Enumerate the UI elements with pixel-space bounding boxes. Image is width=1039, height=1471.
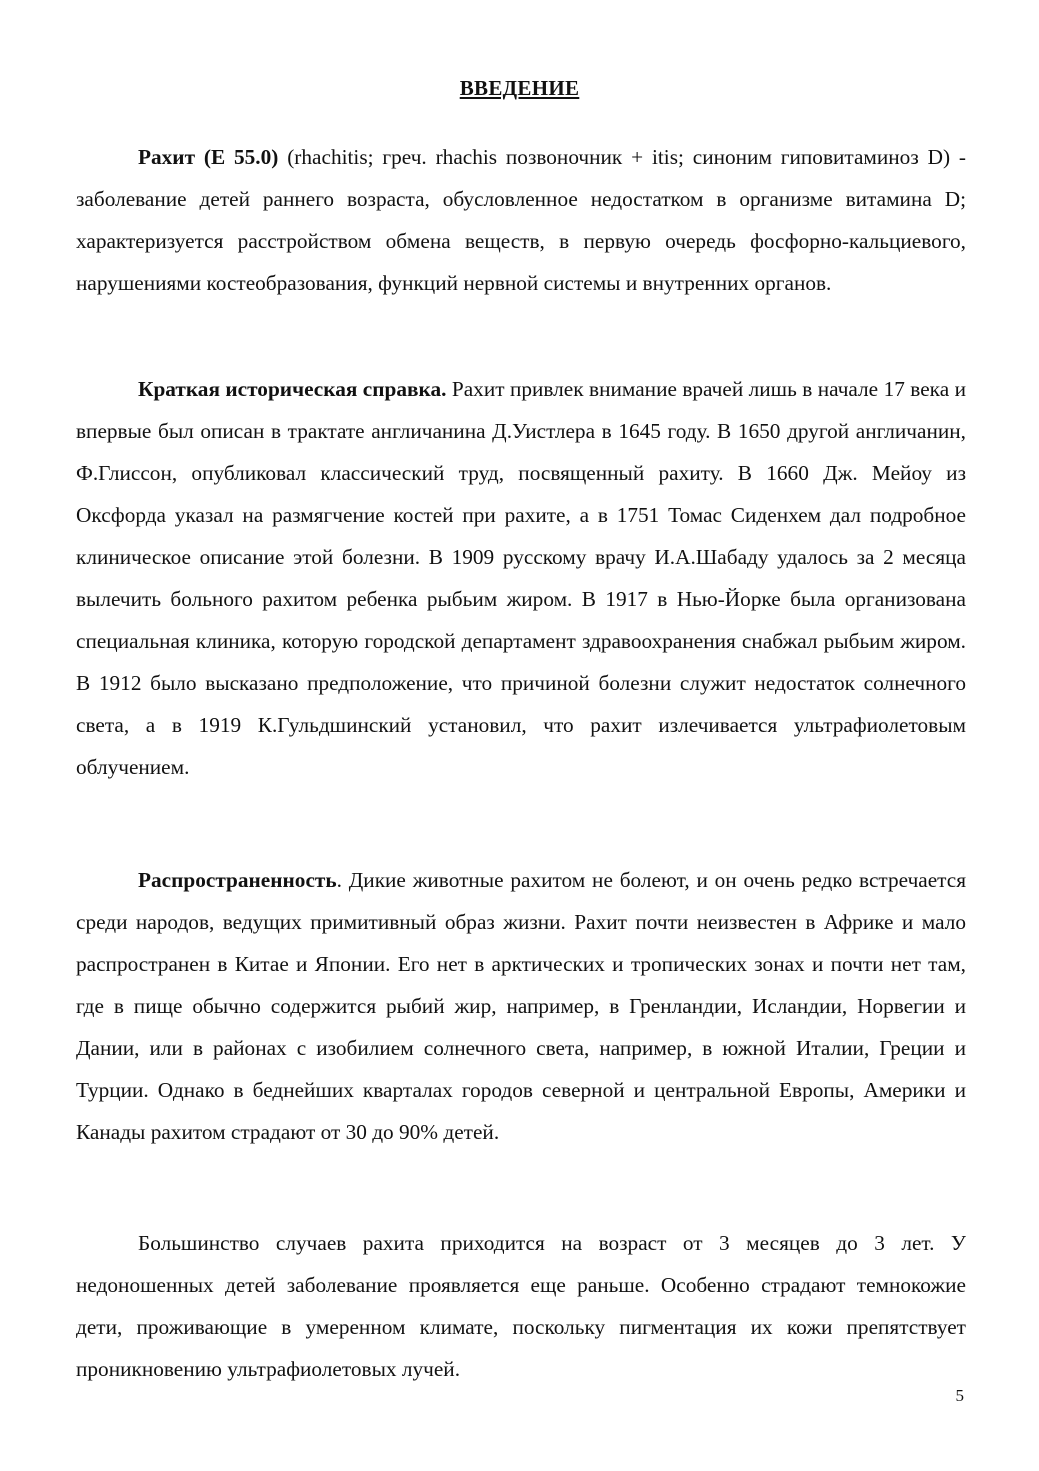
paragraph-text: (rhachitis; греч. rhachis позвоночник + itis; синоним гиповитаминоз D) - заболевание детей раннего возраста, обусловленное недостатком в организме витамина D; характеризуется расстройством обмена веществ, в первую очередь фосфорно-кальциевого, нарушениями костеобразования, функций нервной системы и внутренних органов. (76, 145, 966, 295)
paragraph-lead: Рахит (E 55.0) (138, 145, 279, 169)
page-number: 5 (955, 1386, 964, 1405)
paragraph-definition (76, 136, 966, 304)
paragraph-text: Рахит привлек внимание врачей лишь в начале 17 века и впервые был описан в трактате англичанина Д.Уистлера в 1645 году. В 1650 другой англичанин, Ф.Глиссон, опубликовал классический труд, посвященный рахиту. В 1660 Дж. Мейоу из Оксфорда указал на размягчение костей при рахите, а в 1751 Томас Сиденхем дал подробное клиническое описание этой болезни. В 1909 русскому врачу И.А.Шабаду удалось за 2 месяца вылечить больного рахитом ребенка рыбьим жиром. В 1917 в Нью-Йорке была организована специальная клиника, которую городской департамент здравоохранения снабжал рыбьим жиром. В 1912 было высказано предположение, что причиной болезни служит недостаток солнечного света, а в 1919 К.Гульдшинский установил, что рахит излечивается ультрафиолетовым облучением. (76, 377, 966, 779)
paragraph-text: . Дикие животные рахитом не болеют, и он очень редко встречается среди народов, ведущих примитивный образ жизни. Рахит почти неизвестен в Африке и мало распространен в Китае и Японии. Его нет в арктических и тропических зонах и почти нет там, где в пище обычно содержится рыбий жир, например, в Гренландии, Исландии, Норвегии и Дании, или в районах с изобилием солнечного света, например, в южной Италии, Греции и Турции. Однако в беднейших кварталах городов северной и центральной Европы, Америки и Канады рахитом страдают от 30 до 90% детей. (76, 868, 966, 1144)
paragraph-lead: Распространенность (138, 868, 337, 892)
paragraph-age (76, 1222, 966, 1390)
paragraph-text: Большинство случаев рахита приходится на возраст от 3 месяцев до 3 лет. У недоношенных детей заболевание проявляется еще раньше. Особенно страдают темнокожие дети, проживающие в умеренном климате, поскольку пигментация их кожи препятствует проникновению ультрафиолетовых лучей. (76, 1231, 966, 1381)
section-title: ВВЕДЕНИЕ (459, 76, 580, 100)
paragraph-lead: Краткая историческая справка. (138, 377, 447, 401)
paragraph-prevalence (76, 859, 966, 1153)
paragraph-history (76, 368, 966, 788)
